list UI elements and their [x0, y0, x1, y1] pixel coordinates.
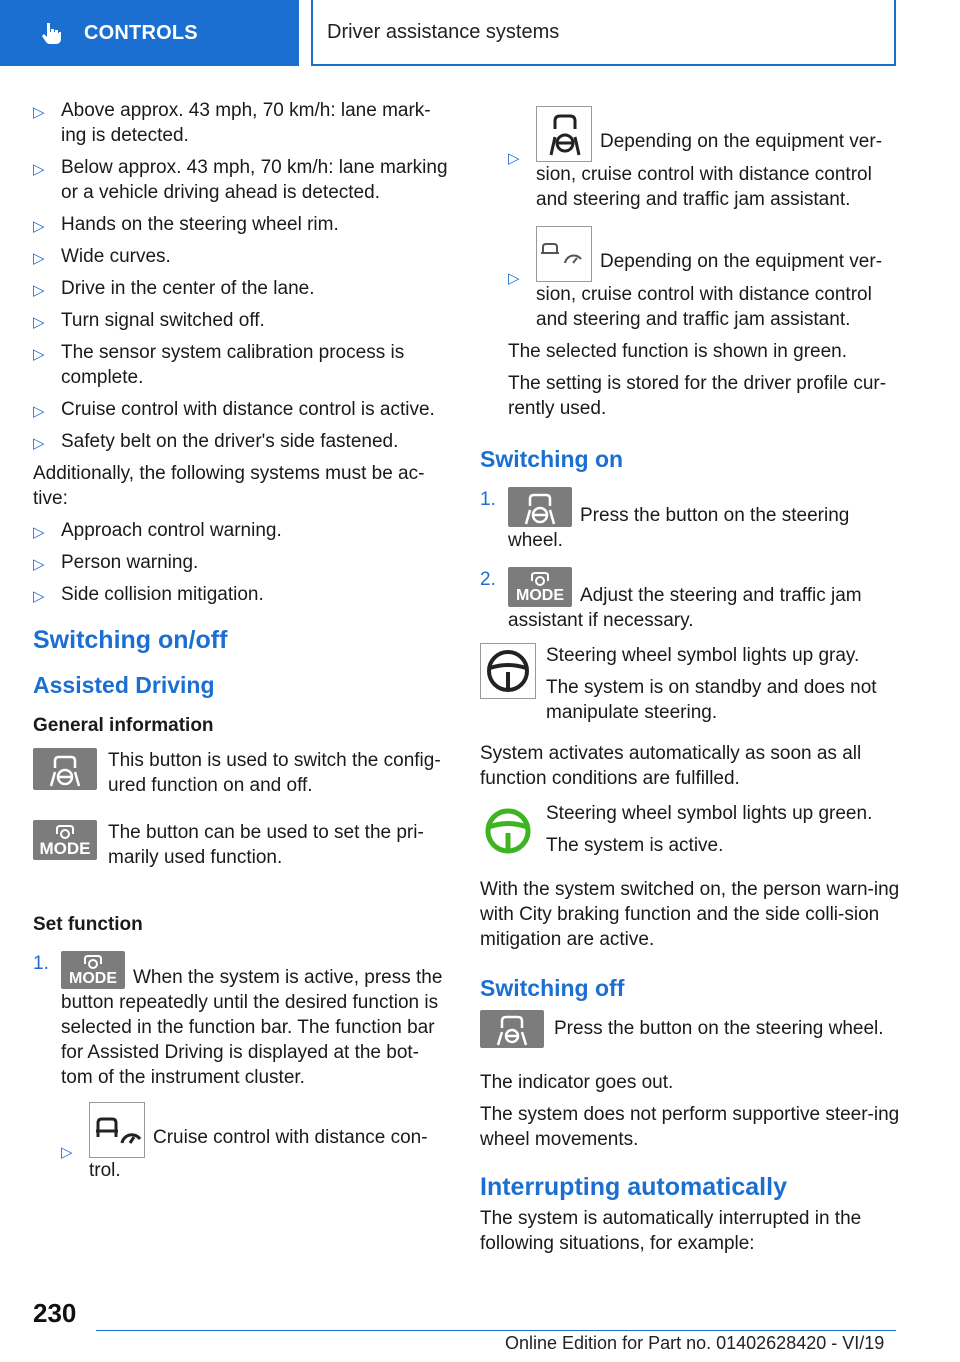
list-item: ▷ Approach control warning. — [33, 518, 448, 543]
heading-switching-on-off: Switching on/off — [33, 626, 228, 654]
step-item: 1. MODE When the system is active, press the button repeatedly until the desired function is selected in the function bar. The function bar for Assisted Driving is displayed at the bot-tom of the instrument cluster. — [33, 953, 443, 1088]
section-tab — [0, 0, 299, 66]
heading-interrupting: Interrupting automatically — [480, 1173, 787, 1201]
assist-button-icon — [33, 748, 97, 790]
mode-button-icon: MODE — [508, 567, 572, 607]
triangle-bullet-icon: ▷ — [61, 1144, 73, 1161]
list-item: ▷ Cruise control with distance control is active. — [33, 397, 448, 422]
section-label: CONTROLS — [84, 21, 198, 44]
edition-note: Online Edition for Part no. 01402628420 - VI/19 — [505, 1333, 885, 1353]
triangle-bullet-icon: ▷ — [33, 403, 45, 420]
triangle-bullet-icon: ▷ — [33, 346, 45, 363]
triangle-bullet-icon: ▷ — [33, 588, 45, 605]
list-item: ▷ Hands on the steering wheel rim. — [33, 212, 448, 237]
step-item: 1. Press the button on the steering wheel. — [480, 489, 850, 551]
list-item: ▷ Depending on the equipment ver-sion, cruise control with distance control and steering and traffic jam assistant. — [508, 106, 900, 212]
heading-set-function: Set function — [33, 914, 143, 935]
list-item: ▷ Below approx. 43 mph, 70 km/h: lane marking or a vehicle driving ahead is detected. — [33, 157, 448, 203]
triangle-bullet-icon: ▷ — [508, 150, 520, 167]
heading-assisted-driving: Assisted Driving — [33, 672, 215, 698]
info-row: MODE The button can be used to set the pri-marily used function. — [33, 820, 448, 886]
paragraph: Additionally, the following systems must be ac-tive: — [33, 463, 425, 509]
info-row: Steering wheel symbol lights up gray. The system is on standby and does not manipulate steering. — [480, 643, 900, 731]
list-item: ▷ Above approx. 43 mph, 70 km/h: lane mark-ing is detected. — [33, 100, 431, 146]
triangle-bullet-icon: ▷ — [33, 282, 45, 299]
triangle-bullet-icon: ▷ — [33, 314, 45, 331]
info-row: Press the button on the steering wheel. — [480, 1016, 900, 1062]
triangle-bullet-icon: ▷ — [33, 524, 45, 541]
list-item: ▷ Side collision mitigation. — [33, 582, 448, 607]
assist-button-icon — [480, 1010, 544, 1048]
mode-button-icon: MODE — [61, 951, 125, 989]
chapter-title: Driver assistance systems — [311, 0, 896, 66]
info-row: This button is used to switch the config-ured function on and off. — [33, 748, 448, 812]
step-item: 2. MODE Adjust the steering and traffic jam assistant if necessary. — [480, 569, 862, 631]
hand-pointer-icon — [38, 20, 64, 46]
steering-wheel-green-icon — [480, 801, 536, 857]
triangle-bullet-icon: ▷ — [33, 250, 45, 267]
list-item: ▷ Turn signal switched off. — [33, 308, 448, 333]
triangle-bullet-icon: ▷ — [33, 435, 45, 452]
mode-button-icon: MODE — [33, 820, 97, 860]
triangle-bullet-icon: ▷ — [33, 556, 45, 573]
list-item: ▷ Safety belt on the driver's side fastened. — [33, 429, 448, 454]
triangle-bullet-icon: ▷ — [33, 161, 45, 178]
assist-button-icon — [508, 487, 572, 527]
list-item: ▷ Wide curves. — [33, 244, 448, 269]
heading-switching-on: Switching on — [480, 446, 624, 472]
steering-assistant-icon — [536, 106, 592, 162]
cruise-control-icon — [89, 1102, 145, 1158]
list-item: ▷ Cruise control with distance con-trol. — [61, 1102, 448, 1183]
triangle-bullet-icon: ▷ — [508, 270, 520, 287]
list-item: ▷ Drive in the center of the lane. — [33, 276, 448, 301]
steering-wheel-gray-icon — [480, 643, 536, 699]
triangle-bullet-icon: ▷ — [33, 104, 45, 121]
traffic-jam-assistant-icon — [536, 226, 592, 282]
right-column: ▷ Depending on the equipment ver-sion, cruise control with distance control and steering and traffic jam assistant. ▷ Depending on the equipment ver-sion, cruise control with distance control and steering and traffic jam assistant. The selected function is shown in green. The setting is stored for the driver profile cur-rently used. Switching on 1. Press the button on the steering wheel. 2. MODE Adjust the steering and traffic jam assistant if necessary. Steering wheel symbol lights up gray. The system is on standby and does not manipulate steering. System activates automatically as soon as all function conditions are fulfilled. Steering wheel symbol lights up green. The system is active. With the system switched on, the person warn-ing with City braking function and the side colli-sion mitigation are active. Switching off Press the button on the steering wheel. The indicator goes out. The system does not perform supportive steer-ing wheel movements. Interrupting automatically The system is automatically interrupted in the following situations, for example: — [480, 106, 900, 1263]
footer-divider — [96, 1330, 896, 1331]
list-item: ▷ Depending on the equipment ver-sion, cruise control with distance control and steering and traffic jam assistant. — [508, 226, 900, 332]
triangle-bullet-icon: ▷ — [33, 218, 45, 235]
page-number: 230 — [33, 1298, 77, 1328]
info-row: Steering wheel symbol lights up green. The system is active. — [480, 801, 900, 867]
list-item: ▷ Person warning. — [33, 550, 448, 575]
heading-switching-off: Switching off — [480, 975, 625, 1001]
left-column — [33, 98, 448, 1190]
heading-general-information: General information — [33, 715, 214, 736]
list-item: ▷ The sensor system calibration process is complete. — [33, 342, 405, 388]
page-header — [0, 0, 960, 66]
